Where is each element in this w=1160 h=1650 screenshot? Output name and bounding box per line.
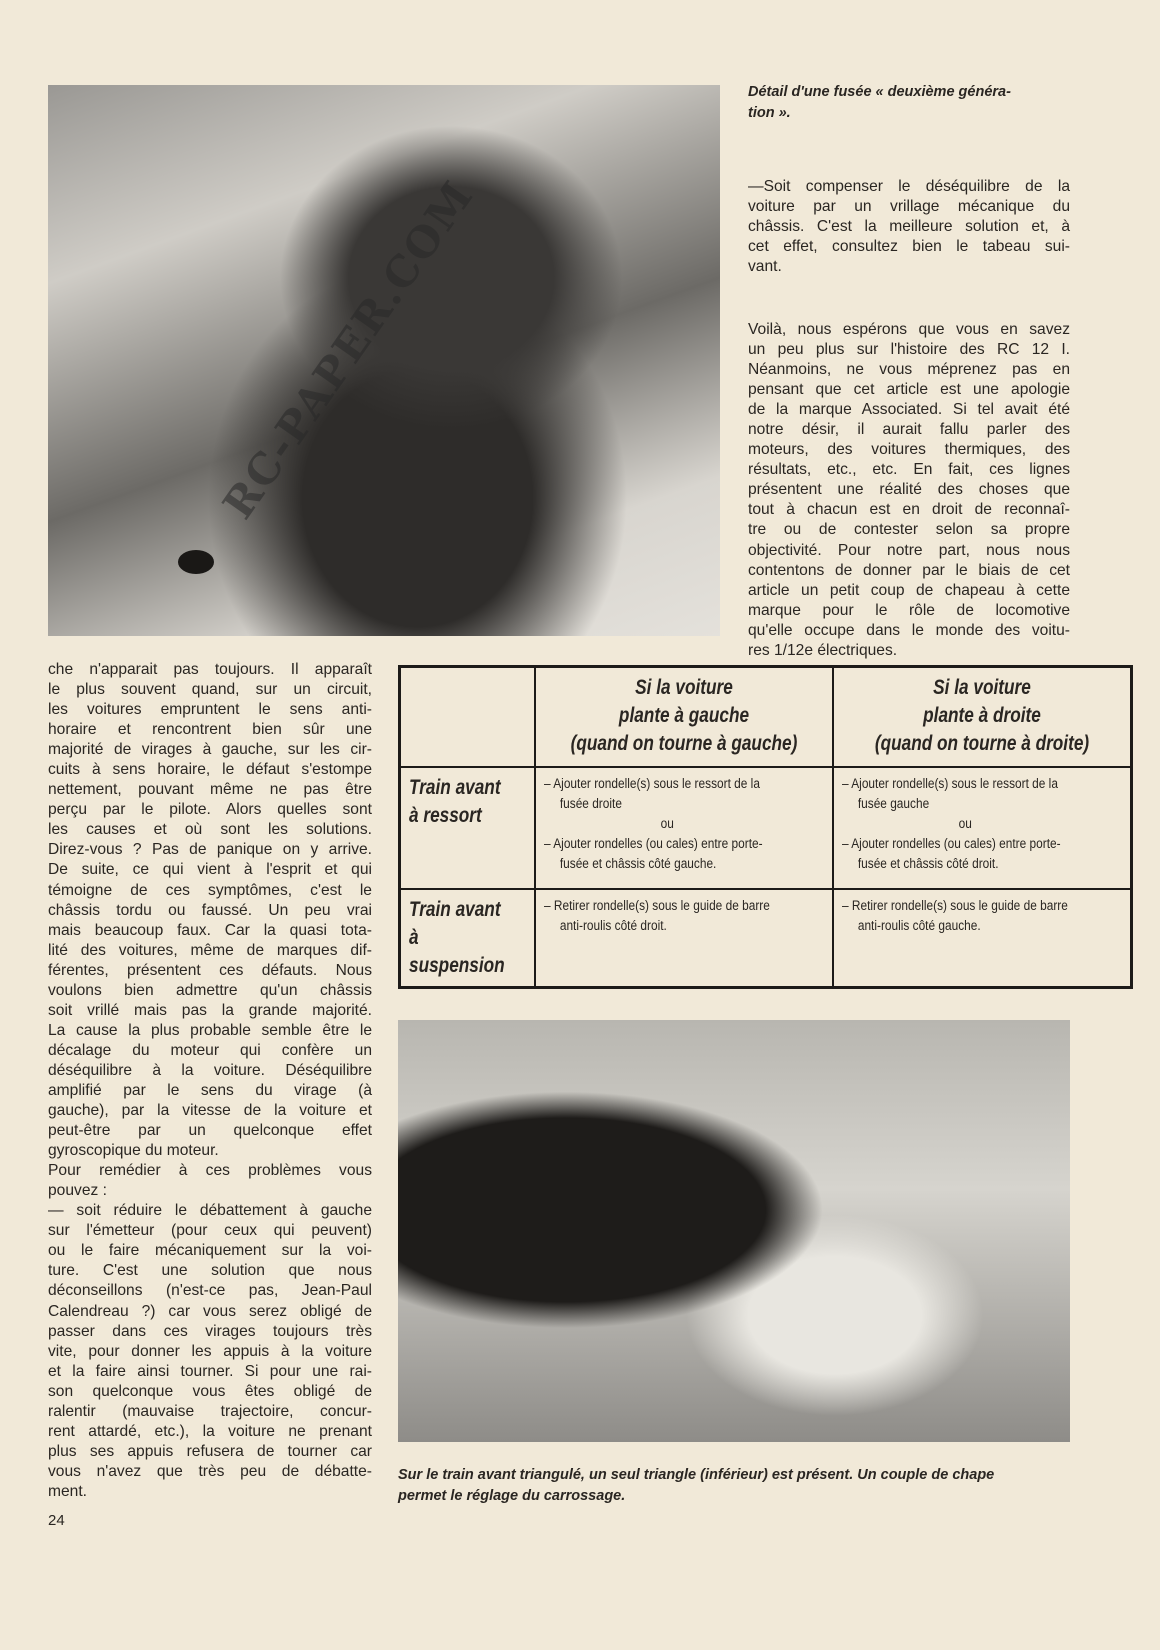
text-line: perçu par le pilote. Alors quelles sont [48, 801, 372, 819]
text-line: gyroscopique du moteur. [48, 1142, 219, 1160]
cell-item: – Retirer rondelle(s) sous le guide de barre anti-roulis côté gauche. [841, 897, 1068, 933]
text-line: résultats, etc., etc. En fait, ces lignes [748, 461, 1070, 479]
text-line: Néanmoins, ne vous méprenez pas en [748, 361, 1070, 379]
cell-item: – Ajouter rondelle(s) sous le ressort de la fusée gauche [841, 775, 1058, 811]
photo-front-wheel-assembly [398, 1020, 1070, 1442]
cell-or: ou [660, 815, 674, 831]
left-column-text [48, 660, 372, 1502]
text-line: les causes et où sont les solutions. [48, 821, 372, 839]
row-label-line: Train avant [409, 897, 501, 921]
text-line: cuits à sens horaire, le défaut s'estompe [48, 761, 372, 779]
text-line: Voilà, nous espérons que vous en savez [748, 321, 1070, 338]
text-line: soit vrillé mais pas la grande majorité. [48, 1001, 372, 1019]
text-line: gauche), par la vitesse de la voiture et [48, 1102, 372, 1120]
cell-or: ou [958, 815, 972, 831]
text-line: article un petit coup de chapeau à cette [748, 581, 1070, 599]
text-line: Direz-vous ? Pas de panique on y arrive. [48, 841, 372, 859]
header-line: (quand on tourne à droite) [874, 732, 1089, 755]
chassis-hole [178, 550, 214, 574]
row-label [400, 767, 535, 889]
table-header-right [833, 667, 1132, 767]
row-label-line: à ressort [409, 803, 482, 827]
text-line: ment. [48, 1482, 87, 1500]
text-line: marque pour le rôle de locomotive [748, 601, 1070, 619]
header-line: Si la voiture [634, 676, 733, 699]
text-line: châssis tordu ou faussé. Un peu vrai [48, 901, 372, 919]
text-line: cet effet, consultez bien le tabeau sui- [748, 238, 1070, 256]
header-line: plante à droite [922, 704, 1041, 727]
text-line: La cause la plus probable semble être le [48, 1021, 372, 1039]
text-line: ralentir (mauvaise trajectoire, concur- [48, 1402, 372, 1420]
text-line: le plus souvent quand, sur un circuit, [48, 681, 372, 699]
header-line: (quand on tourne à gauche) [570, 732, 798, 755]
text-line: férentes, présentent ces défauts. Nous [48, 961, 372, 979]
row-label [400, 889, 535, 988]
caption-bottom [398, 1465, 1070, 1507]
text-line: mais beaucoup faux. Car la quasi tota- [48, 921, 372, 939]
text-line: che n'apparait pas toujours. Il apparaît [48, 661, 372, 678]
header-line: plante à gauche [618, 704, 749, 727]
table-cell [833, 767, 1132, 889]
text-line: vous n'avez que très peu de débatte- [48, 1462, 372, 1480]
page-number: 24 [48, 1512, 65, 1529]
text-line: tre ou de contester selon sa propre [748, 521, 1070, 539]
table-cell [535, 889, 833, 988]
text-line: notre désir, il aurait fallu parler des [748, 421, 1070, 439]
photo-steering-knuckle [48, 85, 720, 636]
text-line: objectivité. Pour notre part, nous nous [748, 541, 1070, 559]
text-line: voulons bien admettre qu'un châssis [48, 981, 372, 999]
text-line: pouvez : [48, 1182, 107, 1200]
text-line: nettement, pouvant même ne pas être [48, 781, 372, 799]
text-line: res 1/12e électriques. [748, 641, 898, 659]
text-line: rent attardé, etc.), la voiture ne prenant [48, 1422, 372, 1440]
text-line: lité des voitures, même de marques dif- [48, 941, 372, 959]
caption-line: permet le réglage du carrossage. [398, 1488, 626, 1504]
text-line: témoigne de ces symptômes, c'est le [48, 881, 372, 899]
text-line: et la faire ainsi tourner. Si pour une rai- [48, 1362, 372, 1380]
right-paragraph-2 [748, 320, 1070, 661]
caption-top [748, 82, 1070, 124]
table-row [400, 889, 1132, 988]
text-line: passer dans ces virages toujours très [48, 1322, 372, 1340]
header-line: Si la voiture [932, 676, 1031, 699]
table-corner-cell [400, 667, 535, 767]
text-line: contentons de donner par le biais de cet [748, 561, 1070, 579]
text-line: les voitures empruntent le sens anti- [48, 701, 372, 719]
text-line: plus ses appuis refusera de tourner car [48, 1442, 372, 1460]
text-line: qu'elle occupe dans le monde des voitu- [748, 621, 1070, 639]
text-line: —Soit compenser le déséquilibre de la [748, 178, 1070, 195]
text-line: vant. [748, 258, 782, 276]
caption-line: Détail d'une fusée « deuxième généra- [748, 84, 1011, 100]
row-label-line: Train avant [409, 775, 501, 799]
cell-item: – Retirer rondelle(s) sous le guide de barre anti-roulis côté droit. [543, 897, 770, 933]
text-line: ture. C'est une solution que nous [48, 1262, 372, 1280]
cell-item: – Ajouter rondelles (ou cales) entre porte-fusée et châssis côté droit. [841, 835, 1061, 871]
text-line: sur l'émetteur (pour ceux qui peuvent) [48, 1222, 372, 1240]
cell-item: – Ajouter rondelle(s) sous le ressort de la fusée droite [543, 775, 760, 811]
table-row [400, 767, 1132, 889]
text-line: horaire et rencontrent bien sûr une [48, 721, 372, 739]
text-line: voiture par un vrillage mécanique du [748, 198, 1070, 216]
table-header-left [535, 667, 833, 767]
text-line: Pour remédier à ces problèmes vous [48, 1162, 372, 1180]
table-cell [833, 889, 1132, 988]
text-line: présentent une réalité des choses que [748, 481, 1070, 499]
text-line: un peu plus sur l'histoire des RC 12 I. [748, 341, 1070, 359]
text-line: déséquilibre à la voiture. Déséquilibre [48, 1061, 372, 1079]
text-line: Calendreau ?) car vous serez obligé de [48, 1302, 372, 1320]
text-line: ou le faire mécaniquement sur la voi- [48, 1242, 372, 1260]
text-line: son quelconque vous êtes obligé de [48, 1382, 372, 1400]
cell-item: – Ajouter rondelles (ou cales) entre porte-fusée et châssis côté gauche. [543, 835, 763, 871]
text-line: déconseillons (n'est-ce pas, Jean-Paul [48, 1282, 372, 1300]
text-line: De suite, ce qui vient à l'esprit et qui [48, 861, 372, 879]
text-line: décalage du moteur qui confère un [48, 1041, 372, 1059]
text-line: de la marque Associated. Si tel avait été [748, 401, 1070, 419]
text-line: amplifié par le sens du virage (à [48, 1081, 372, 1099]
right-paragraph-1 [748, 177, 1070, 277]
caption-line: tion ». [748, 105, 791, 121]
adjustment-table [398, 665, 1133, 989]
caption-line: Sur le train avant triangulé, un seul triangle (inférieur) est présent. Un couple de chape [398, 1467, 995, 1483]
text-line: vite, pour donner les appuis à la voiture [48, 1342, 372, 1360]
text-line: — soit réduire le débattement à gauche [48, 1202, 372, 1220]
text-line: peut-être par un quelconque effet [48, 1122, 372, 1140]
row-label-line: à suspension [409, 925, 505, 977]
text-line: pensant que cet article est une apologie [748, 381, 1070, 399]
watermark-logo: RC-PAPER.COM [213, 171, 484, 528]
text-line: châssis. C'est la meilleure solution et, à [748, 218, 1070, 236]
text-line: tout à chacun est en droit de reconnaî- [748, 501, 1070, 519]
table-cell [535, 767, 833, 889]
text-line: majorité de virages à gauche, sur les cir- [48, 741, 372, 759]
text-line: moteurs, des voitures thermiques, des [748, 441, 1070, 459]
